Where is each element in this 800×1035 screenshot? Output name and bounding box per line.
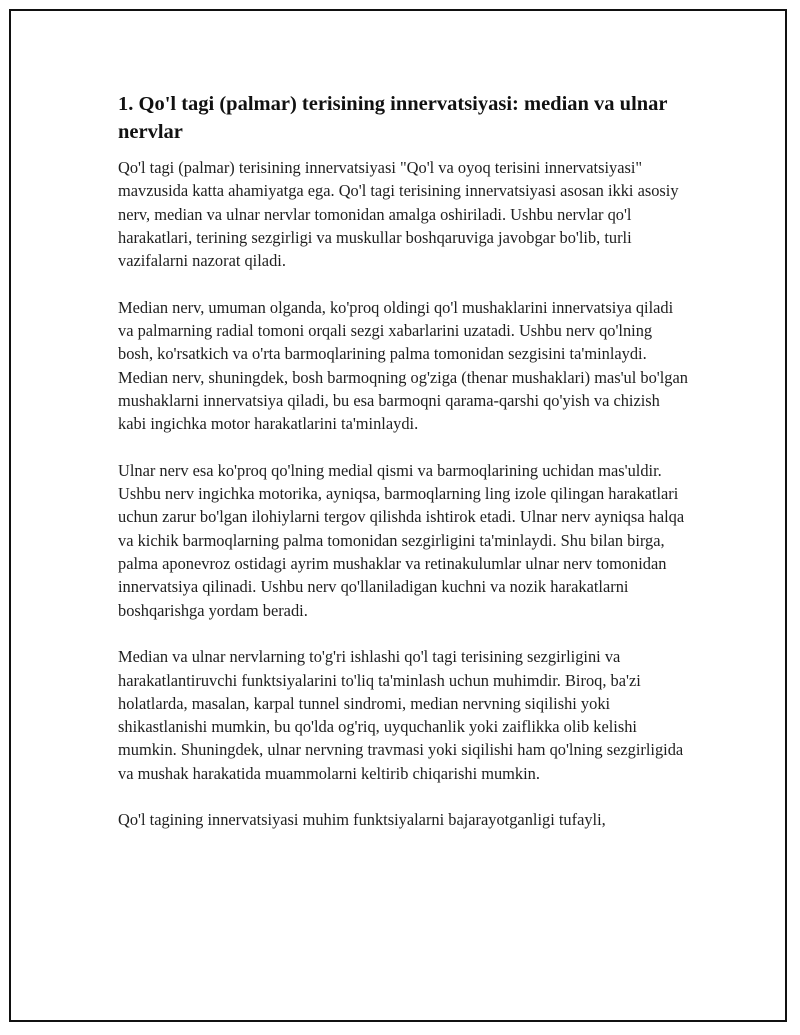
section-heading: 1. Qo'l tagi (palmar) terisining innervatsiyasi: median va ulnar nervlar (118, 93, 668, 143)
paragraph-continuation: Qo'l tagining innervatsiyasi muhim funktsiyalarni bajarayotganligi tufayli, (118, 810, 606, 830)
paragraph-ulnar-nerve: Ulnar nerv esa ko'proq qo'lning medial qismi va barmoqlarining uchidan mas'uldir. Ushbu nerv ingichka motorika, ayniqsa, barmoqlarning ling izole qilingan harakatlari uchun zarur bo'lgan ilohiylarni tergov qilishda ishtirok etadi. Ulnar nerv ayniqsa halqa va kichik barmoqlarning palma tomonidan sezgirligini ta'minlaydi. Shu bilan birga, palma aponevroz ostidagi ayrim mushaklar va retinakulumlar ulnar nerv tomonidan innervatsiya qilinadi. Ushbu nerv qo'llaniladigan kuchni va nozik harakatlarni boshqarishga yordam beradi. (118, 460, 685, 620)
document-body (118, 90, 690, 855)
paragraph-intro: Qo'l tagi (palmar) terisining innervatsiyasi "Qo'l va oyoq terisini innervatsiyasi" mavzusida katta ahamiyatga ega. Qo'l tagi terisining innervatsiyasi asosan ikki asosiy nerv, median va ulnar nervlar tomonidan amalga oshiriladi. Ushbu nervlar qo'l harakatlari, terining sezgirligi va muskullar boshqaruviga javobgar bo'lib, turli vazifalarni nazorat qiladi. (118, 158, 679, 271)
paragraph-nerve-function: Median va ulnar nervlarning to'g'ri ishlashi qo'l tagi terisining sezgirligini va harakatlantiruvchi funktsiyalarini to'liq ta'minlash uchun muhimdir. Biroq, ba'zi holatlarda, masalan, karpal tunnel sindromi, median nervning siqilishi yoki shikastlanishi mumkin, bu qo'lda og'riq, uyquchanlik yoki zaiflikka olib kelishi mumkin. Shuningdek, ulnar nervning travmasi yoki siqilishi ham qo'lning sezgirligida va mushak harakatida muammolarni keltirib chiqarishi mumkin. (118, 647, 684, 783)
paragraph-median-nerve: Median nerv, umuman olganda, ko'proq oldingi qo'l mushaklarini innervatsiya qiladi va palmarning radial tomoni orqali sezgi xabarlarini uzatadi. Ushbu nerv qo'lning bosh, ko'rsatkich va o'rta barmoqlarining palma tomonidan sezgisini ta'minlaydi. Median nerv, shuningdek, bosh barmoqning og'ziga (thenar mushaklari) mas'ul bo'lgan mushaklarni innervatsiya qiladi, bu esa barmoqni qarama-qarshi qo'yish va chizish kabi ingichka motor harakatlarini ta'minlaydi. (118, 297, 688, 434)
